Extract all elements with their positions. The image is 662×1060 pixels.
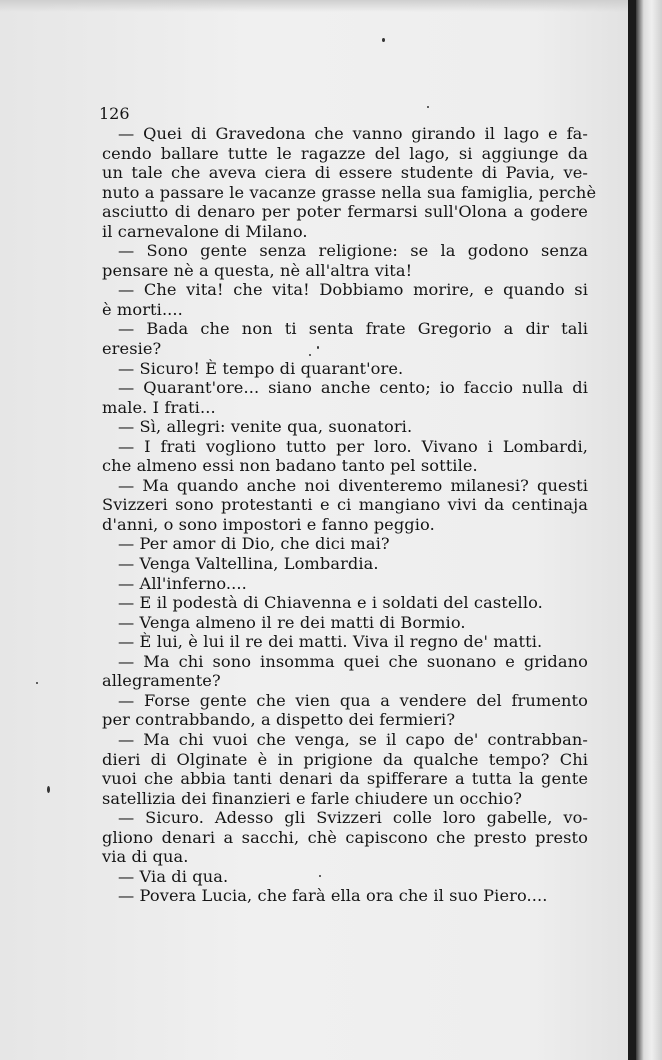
text-line: — E il podestà di Chiavenna e i soldati del castello. <box>118 593 543 613</box>
text-line: nuto a passare le vacanze grasse nella sua famiglia, perchè <box>102 182 597 202</box>
page-top-shadow <box>0 0 628 12</box>
text-line: eresie? <box>102 339 162 359</box>
paper-speck <box>47 786 50 793</box>
paper-speck <box>382 38 385 42</box>
text-line: — Sicuro. Adesso gli Svizzeri colle loro gabelle, vo- <box>118 808 588 828</box>
text-line: vuoi che abbia tanti denari da spifferare a tutta la gente <box>102 769 588 789</box>
text-line: dieri di Olginate è in prigione da qualche tempo? Chi <box>102 749 588 769</box>
paper-speck <box>36 682 38 684</box>
text-line: male. I frati... <box>102 397 216 417</box>
text-line: — Bada che non ti senta frate Gregorio a dir tali <box>118 319 588 339</box>
text-line: — Via di qua. <box>118 866 229 886</box>
text-line: — All'inferno.... <box>118 573 247 593</box>
text-line: d'anni, o sono impostori e fanno peggio. <box>102 514 435 534</box>
text-line: — Ma quando anche noi diventeremo milanesi? questi <box>118 475 588 495</box>
paper-speck <box>319 875 321 877</box>
text-line: è morti.... <box>102 299 183 319</box>
text-line: per contrabbando, a dispetto dei fermieri? <box>102 710 456 730</box>
text-line: via di qua. <box>102 847 189 867</box>
text-line: — Venga Valtellina, Lombardia. <box>118 554 379 574</box>
text-line: — Quarant'ore... siano anche cento; io faccio nulla di <box>118 378 588 398</box>
next-page-edge <box>636 0 662 1060</box>
text-line: — Per amor di Dio, che dici mai? <box>118 534 390 554</box>
text-line: — Ma chi vuoi che venga, se il capo de' contrabban- <box>118 729 588 749</box>
text-line: — Sì, allegri: venite qua, suonatori. <box>118 417 413 437</box>
text-line: che almeno essi non badano tanto pel sottile. <box>102 456 478 476</box>
text-line: — Forse gente che vien qua a vendere del frumento <box>118 690 588 710</box>
paper-speck <box>427 106 429 108</box>
text-line: gliono denari a sacchi, chè capiscono che presto presto <box>102 827 588 847</box>
text-line: allegramente? <box>102 671 221 691</box>
text-line: — I frati vogliono tutto per loro. Vivano i Lombardi, <box>118 436 588 456</box>
text-line: un tale che aveva ciera di essere studente di Pavia, ve- <box>102 163 588 183</box>
paper-speck <box>317 346 319 349</box>
text-line: cendo ballare tutte le ragazze del lago, si aggiunge da <box>102 143 588 163</box>
page-text <box>102 124 597 906</box>
text-line: — È lui, è lui il re dei matti. Viva il regno de' matti. <box>118 632 543 652</box>
text-line: — Che vita! che vita! Dobbiamo morire, e quando si <box>118 280 588 300</box>
text-line: — Quei di Gravedona che vanno girando il lago e fa- <box>118 124 588 143</box>
text-line: — Venga almeno il re dei matti di Bormio. <box>118 612 466 632</box>
text-line: satellizia dei finanzieri e farle chiudere un occhio? <box>102 788 523 808</box>
text-line: — Sono gente senza religione: se la godono senza <box>118 241 588 261</box>
text-line: asciutto di denaro per poter fermarsi sull'Olona a godere <box>102 202 588 222</box>
text-line: il carnevalone di Milano. <box>102 221 308 241</box>
text-line: Svizzeri sono protestanti e ci mangiano vivi da centinaja <box>102 495 588 515</box>
text-line: — Ma chi sono insomma quei che suonano e gridano <box>118 651 588 671</box>
text-line: — Sicuro! È tempo di quarant'ore. <box>118 358 404 378</box>
text-line: — Povera Lucia, che farà ella ora che il suo Piero.... <box>118 886 548 906</box>
page-number: 126 <box>99 104 130 123</box>
text-line: pensare nè a questa, nè all'altra vita! <box>102 260 413 280</box>
paper-speck <box>309 354 311 356</box>
